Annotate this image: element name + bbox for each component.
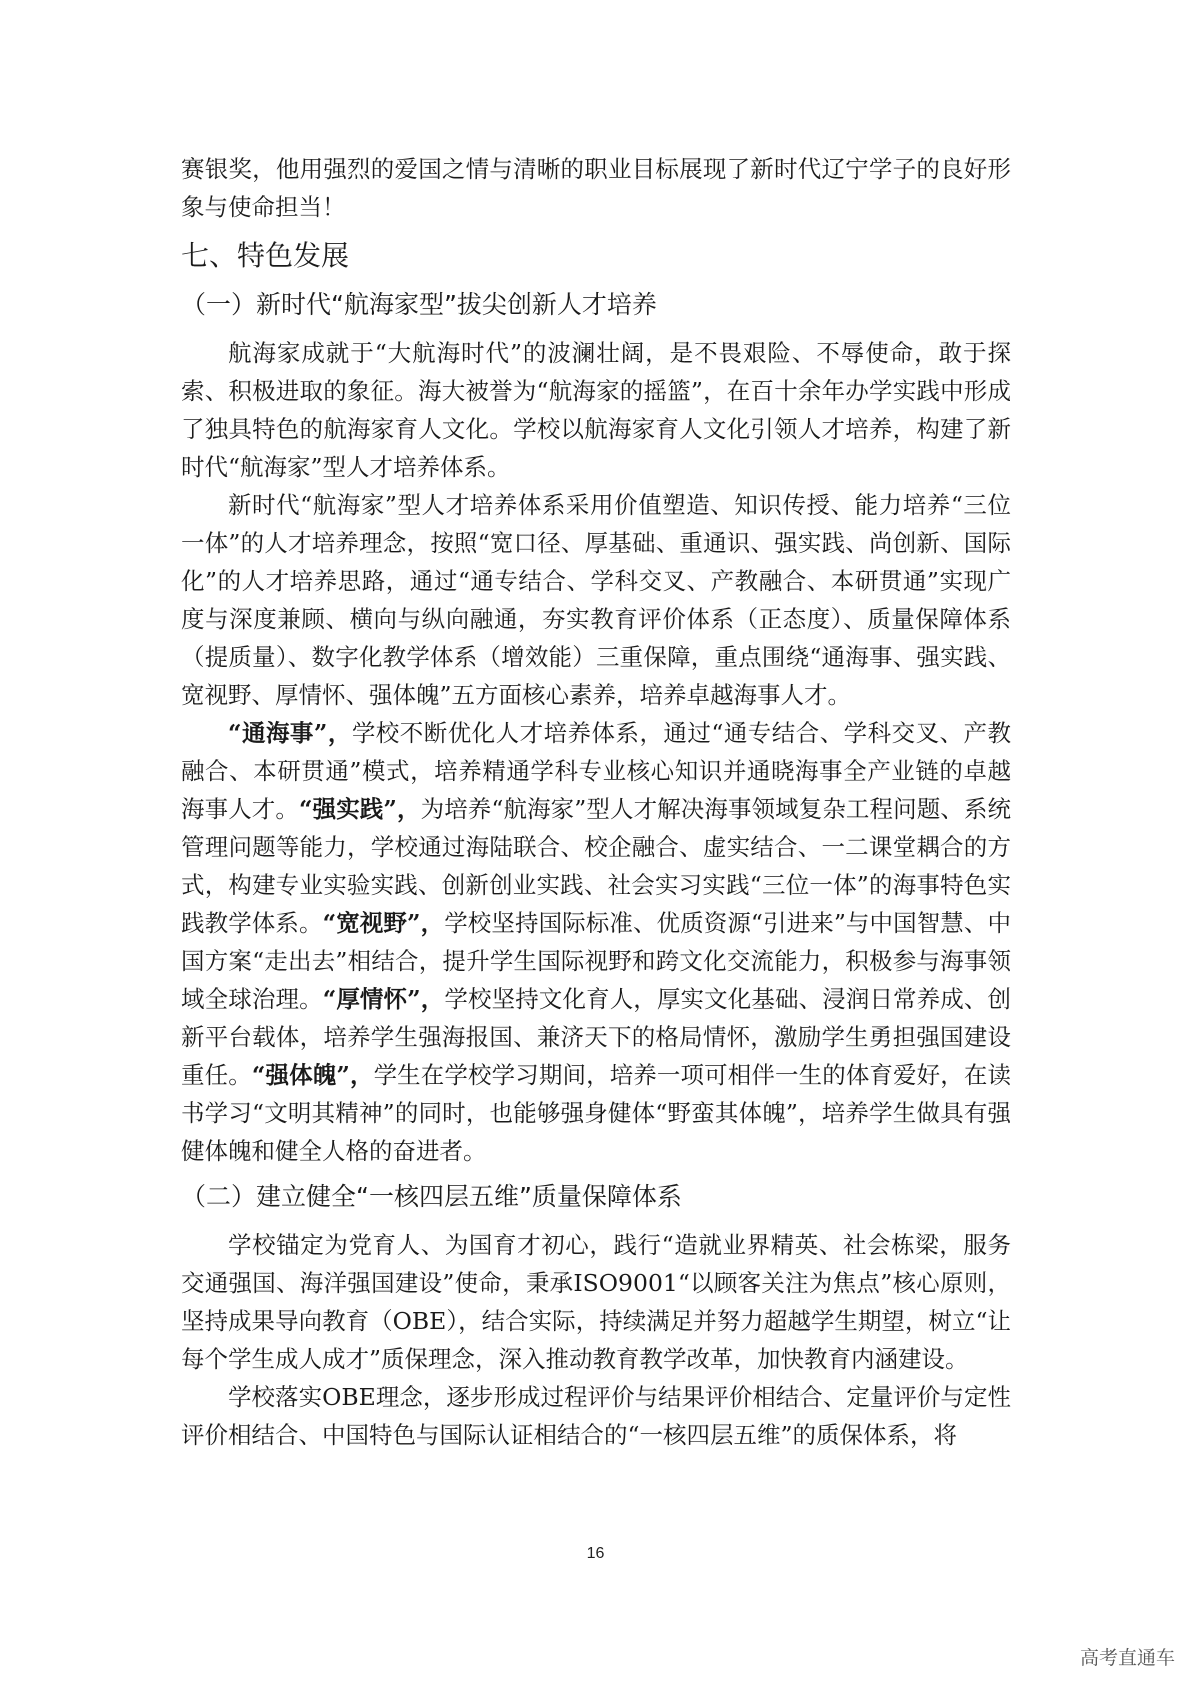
bold-term: “厚情怀”， bbox=[322, 985, 445, 1013]
continuation-paragraph: 赛银奖，他用强烈的爱国之情与清晰的职业目标展现了新时代辽宁学子的良好形象与使命担当！ bbox=[181, 155, 1011, 221]
paragraph-five-qualities bbox=[181, 714, 1011, 1170]
paragraph-navigator-culture: 航海家成就于“大航海时代”的波澜壮阔，是不畏艰险、不辱使命，敢于探索、积极进取的象征。海大被誉为“航海家的摇篮”，在百十余年办学实践中形成了独具特色的航海家育人文化。学校以航海家育人文化引领人才培养，构建了新时代“航海家”型人才培养体系。 bbox=[181, 339, 1011, 481]
document-body bbox=[181, 150, 1011, 1454]
bold-term: “强体魄”， bbox=[251, 1061, 374, 1089]
bold-term: “强实践”， bbox=[298, 795, 421, 823]
paragraph-text: 学校不断优化人才培养体系，通过“通专结合、学科交叉、产教融合、本研贯通”模式，培养精通学科专业核心知识并通晓海事全产业链的卓越海事人才。 bbox=[181, 719, 1011, 823]
watermark-text: 高考直通车 bbox=[1079, 1647, 1175, 1669]
subsection-heading-2: （二）建立健全“一核四层五维”质量保障体系 bbox=[181, 1182, 682, 1211]
paragraph-obe-concept: 学校落实OBE理念，逐步形成过程评价与结果评价相结合、定量评价与定性评价相结合、中国特色与国际认证相结合的“一核四层五维”的质保体系，将 bbox=[181, 1383, 1011, 1449]
paragraph-text: 学校坚持文化育人，厚实文化基础、浸润日常养成、创新平台载体，培养学生强海报国、兼济天下的格局情怀，激励学生勇担强国建设重任。 bbox=[181, 985, 1012, 1089]
bold-term: “宽视野”， bbox=[322, 909, 445, 937]
section-heading: 七、特色发展 bbox=[181, 239, 350, 272]
subsection-heading-1: （一）新时代“航海家型”拔尖创新人才培养 bbox=[181, 290, 657, 319]
paragraph-text: 学生在学校学习期间，培养一项可相伴一生的体育爱好，在读书学习“文明其精神”的同时，也能够强身健体“野蛮其体魄”，培养学生做具有强健体魄和健全人格的奋进者。 bbox=[181, 1061, 1011, 1165]
paragraph-quality-mission: 学校锚定为党育人、为国育才初心，践行“造就业界精英、社会栋梁，服务交通强国、海洋强国建设”使命，秉承ISO9001“以顾客关注为焦点”核心原则，坚持成果导向教育（OBE），结合实际，持续满足并努力超越学生期望，树立“让每个学生成人成才”质保理念，深入推动教育教学改革，加快教育内涵建设。 bbox=[181, 1231, 1011, 1373]
paragraph-talent-system: 新时代“航海家”型人才培养体系采用价值塑造、知识传授、能力培养“三位一体”的人才培养理念，按照“宽口径、厚基础、重通识、强实践、尚创新、国际化”的人才培养思路，通过“通专结合、学科交叉、产教融合、本研贯通”实现广度与深度兼顾、横向与纵向融通，夯实教育评价体系（正态度）、质量保障体系（提质量）、数字化教学体系（增效能）三重保障，重点围绕“通海事、强实践、宽视野、厚情怀、强体魄”五方面核心素养，培养卓越海事人才。 bbox=[181, 491, 1011, 709]
page-number: 16 bbox=[586, 1545, 605, 1562]
bold-term: “通海事”， bbox=[228, 719, 352, 747]
paragraph-text: 为培养“航海家”型人才解决海事领域复杂工程问题、系统管理问题等能力，学校通过海陆联合、校企融合、虚实结合、一二课堂耦合的方式，构建专业实验实践、创新创业实践、社会实习实践“三位一体”的海事特色实践教学体系。 bbox=[181, 795, 1011, 937]
paragraph-text: 学校坚持国际标准、优质资源“引进来”与中国智慧、中国方案“走出去”相结合，提升学生国际视野和跨文化交流能力，积极参与海事领域全球治理。 bbox=[181, 909, 1011, 1013]
